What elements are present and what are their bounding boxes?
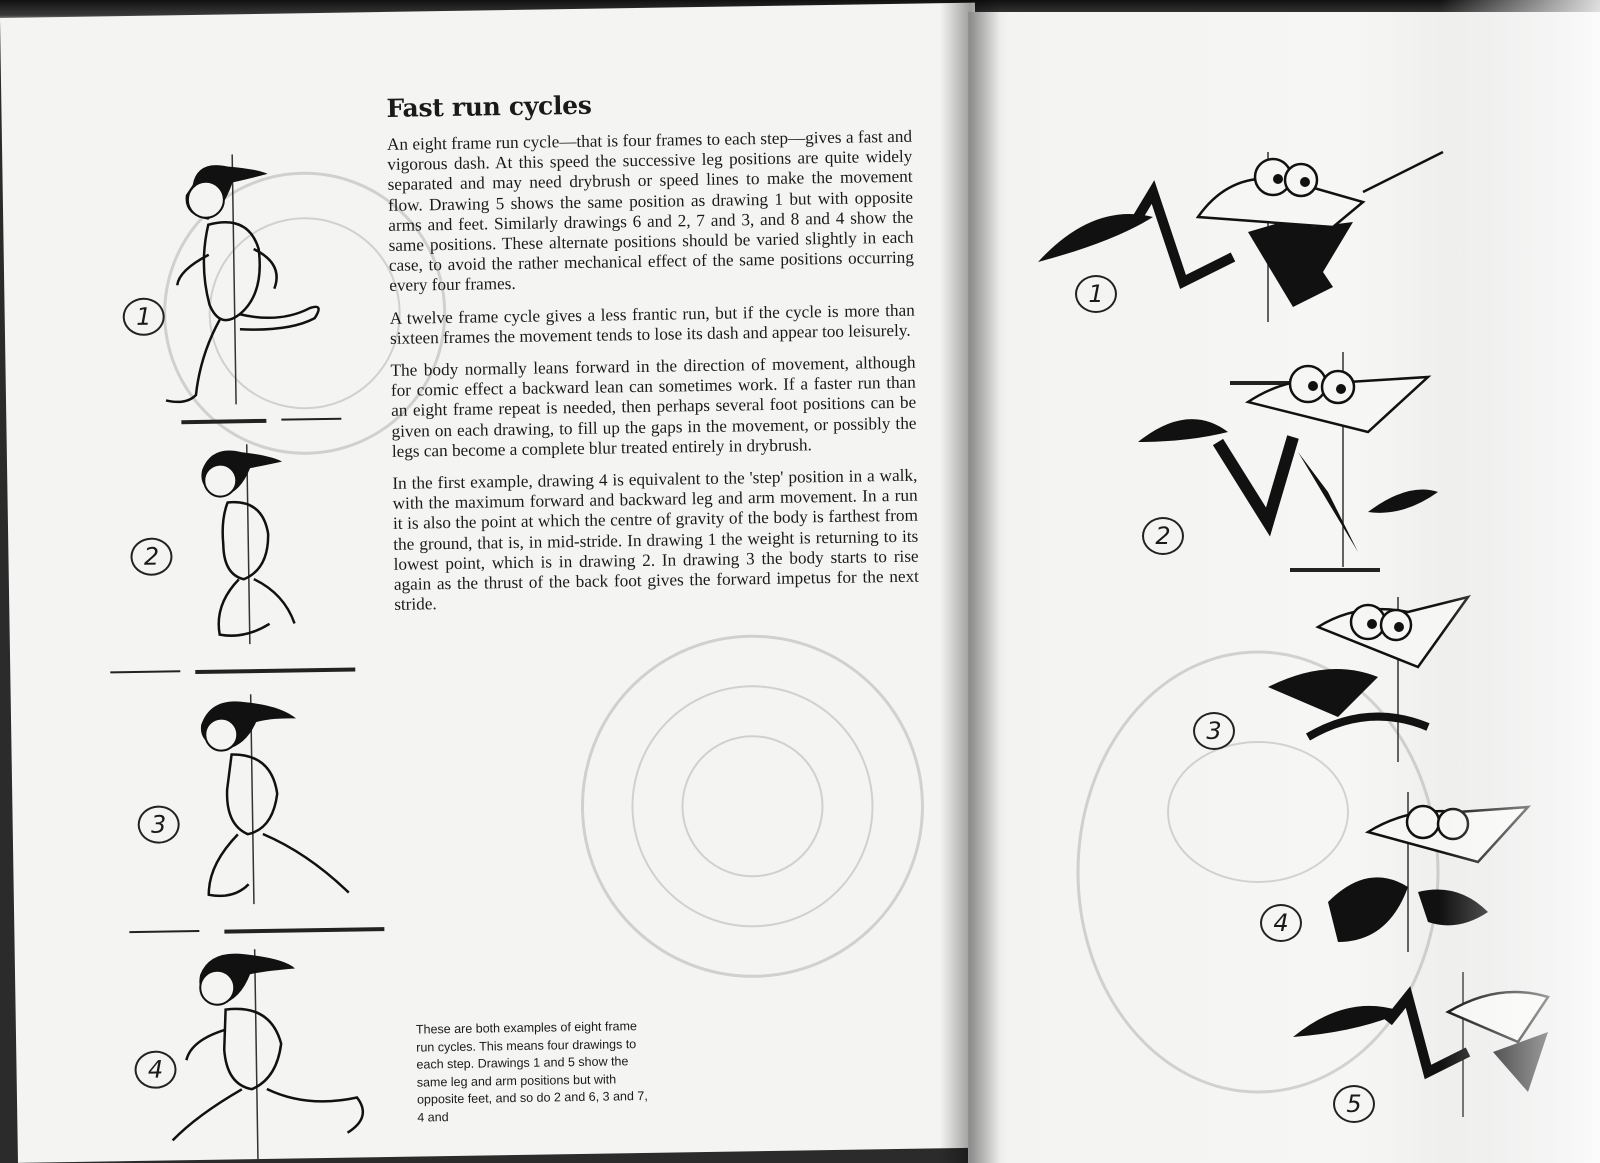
ground-line xyxy=(195,668,355,675)
figure-caption: These are both examples of eight frame run cycles. This means four drawings to each step. Drawings 1 and 5 show the same leg and arm positions but with opposite feet, and so do 2 and 6, 3 and 7, 4 and xyxy=(415,1019,648,1125)
cartoon-frame-number-3: 3 xyxy=(1193,712,1235,750)
frame-number-4: 4 xyxy=(134,1050,177,1089)
frame-number-3: 3 xyxy=(137,805,180,844)
book-gutter xyxy=(940,0,1000,1163)
frame-number-2: 2 xyxy=(130,537,173,576)
cartoon-frame-number-1: 1 xyxy=(1075,275,1117,313)
cartoon-frame-number-2: 2 xyxy=(1142,517,1184,555)
paragraph-3: The body normally leans forward in the direction of movement, although for comic effect a backward lean can sometimes work. If a faster run than an eight frame repeat is needed, then perhaps several foot positions can be given on each drawing, to fill up the gaps in the movement, or possibly the legs can become a complete blur treated entirely in drybrush. xyxy=(390,352,917,461)
cartoon-frame-number-5: 5 xyxy=(1333,1085,1375,1123)
ground-line xyxy=(1290,568,1380,572)
runner-drawing-1 xyxy=(137,153,351,426)
cartoon-frame-number-4: 4 xyxy=(1260,904,1302,942)
runner-drawing-4 xyxy=(155,947,388,1161)
page-edge-fade xyxy=(1440,0,1600,1163)
show-through-artwork xyxy=(570,623,936,989)
left-page xyxy=(0,3,993,1163)
paragraph-2: A twelve frame cycle gives a less frantic run, but if the cycle is more than sixteen frames the movement tends to lose its dash and appear too leisurely. xyxy=(389,300,915,348)
ground-line xyxy=(129,930,199,933)
article xyxy=(386,86,919,628)
page-heading: Fast run cycles xyxy=(386,90,592,123)
paragraph-4: In the first example, drawing 4 is equivalent to the 'step' position in a walk, with the maximum forward and backward leg and arm movement. In a run it is also the point at which the centre of gravity of the body is farthest from the ground, that is, in mid-stride. In drawing 1 the weight is returning to its lowest point, which is in drawing 2. In drawing 3 the body starts to rise again as the thrust of the back foot gives the forward impetus for the next stride. xyxy=(392,465,920,615)
frame-number-1: 1 xyxy=(122,297,165,336)
ground-line xyxy=(224,927,384,934)
runner-drawing-3 xyxy=(176,692,379,915)
ground-line xyxy=(110,670,180,673)
runner-drawing-2 xyxy=(172,443,345,656)
paragraph-1: An eight frame run cycle—that is four frames to each step—gives a fast and vigorous dash. At this speed the successive leg positions are quite widely separated and may need drybrush or speed lines to make the movement flow. Drawing 5 shows the same position as drawing 1 but with opposite arms and feet. Similarly drawings 6 and 2, 7 and 3, and 8 and 4 show the same positions. These alternate positions should be varied slightly in each case, to avoid the rather mechanical effect of the same positions occurring every four frames. xyxy=(386,126,915,296)
